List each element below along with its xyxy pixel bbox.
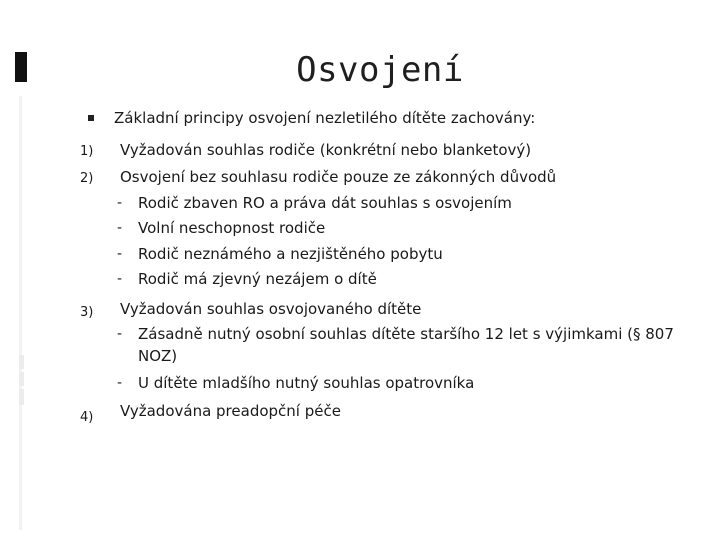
item-2-sub-2: Volní neschopnost rodiče xyxy=(138,219,326,237)
decor-block-3 xyxy=(19,389,24,405)
item-3-text: Vyžadován souhlas osvojovaného dítěte xyxy=(120,300,422,318)
item-4-text: Vyžadována preadopční péče xyxy=(120,402,341,420)
item-2-marker: 2) xyxy=(80,171,94,186)
item-1-text: Vyžadován souhlas rodiče (konkrétní nebo blanketový) xyxy=(120,141,532,159)
item-3-sub-1: Zásadně nutný osobní souhlas dítěte staršího 12 let s výjimkami (§ 807 xyxy=(138,325,674,343)
intro-text: Základní principy osvojení nezletilého dítěte zachovány: xyxy=(114,109,536,127)
decor-block-2 xyxy=(19,372,24,386)
item-2-sub-4: Rodič má zjevný nezájem o dítě xyxy=(138,270,377,288)
dash: - xyxy=(117,195,123,211)
dash: - xyxy=(117,246,123,262)
item-3-sub-2: U dítěte mladšího nutný souhlas opatrovníka xyxy=(138,374,475,392)
item-3-marker: 3) xyxy=(80,305,94,320)
item-2-sub-1: Rodič zbaven RO a práva dát souhlas s osvojením xyxy=(138,194,512,212)
item-3-sub-1-cont: NOZ) xyxy=(138,347,178,365)
item-2-sub-3: Rodič neznámého a nezjištěného pobytu xyxy=(138,245,443,263)
decor-block-1 xyxy=(19,355,24,369)
dash: - xyxy=(117,375,123,391)
item-2-text: Osvojení bez souhlasu rodiče pouze ze zákonných důvodů xyxy=(120,168,557,186)
dash: - xyxy=(117,326,123,342)
dash: - xyxy=(117,271,123,287)
dash: - xyxy=(117,220,123,236)
square-bullet-icon xyxy=(88,115,94,121)
left-rule xyxy=(19,96,22,530)
item-1-marker: 1) xyxy=(80,144,94,159)
item-4-marker: 4) xyxy=(80,410,94,425)
accent-bar xyxy=(15,52,27,82)
slide-title: Osvojení xyxy=(296,50,464,90)
